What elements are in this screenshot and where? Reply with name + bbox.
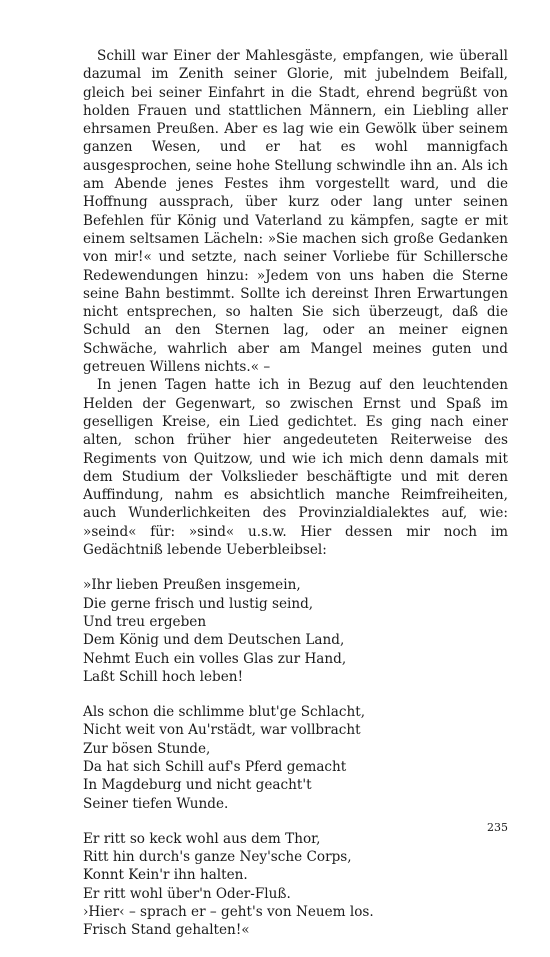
paragraph: In jenen Tagen hatte ich in Bezug auf den leuchtenden Helden der Gegenwart, so zwischen Ernst und Spaß im geselligen Kreise, ein Lied gedichtet. Es ging nach einer alten, schon früher hier angedeuteten Reiterweise des Regiments von Quitzow, und wie ich mich denn damals mit dem Studium der Volkslieder beschäftigte und mit deren Auffindung, nahm es absichtlich manche Reimfreiheiten, auch Wunderlichkeiten des Provinzialdialektes auf, wie: »seind« für: »sind« u.s.w. Hier dessen mir noch im Gedächtniß lebende Ueberbleibsel: [83, 377, 508, 559]
page-number: 235 [487, 821, 508, 834]
verse-line: In Magdeburg und nicht geacht't [83, 777, 312, 794]
stanza [83, 703, 508, 813]
stanza [83, 830, 508, 940]
verse-line: Frisch Stand gehalten!« [83, 922, 250, 939]
prose-section [83, 47, 508, 559]
verse-line: Dem König und dem Deutschen Land, [83, 632, 345, 649]
verse-line: ›Hier‹ – sprach er – geht's von Neuem los. [83, 904, 374, 921]
verse-line: Und treu ergeben [83, 613, 207, 630]
verse-line: Die gerne frisch und lustig seind, [83, 595, 314, 612]
verse-line: Nehmt Euch ein volles Glas zur Hand, [83, 650, 347, 667]
verse-line: Er ritt wohl über'n Oder-Fluß. [83, 885, 291, 902]
page-body [83, 47, 508, 957]
verse-line: Konnt Kein'r ihn halten. [83, 867, 248, 884]
verse-line: Laßt Schill hoch leben! [83, 668, 244, 685]
verse-line: Da hat sich Schill auf's Pferd gemacht [83, 758, 347, 775]
stanza [83, 576, 508, 686]
poem [83, 576, 508, 939]
verse-line: Ritt hin durch's ganze Ney'sche Corps, [83, 849, 352, 866]
verse-line: Nicht weit von Au'rstädt, war vollbracht [83, 722, 361, 739]
verse-line: Er ritt so keck wohl aus dem Thor, [83, 830, 321, 847]
verse-line: »Ihr lieben Preußen insgemein, [83, 577, 301, 594]
verse-line: Seiner tiefen Wunde. [83, 795, 229, 812]
verse-line: Als schon die schlimme blut'ge Schlacht, [83, 704, 366, 721]
verse-line: Zur bösen Stunde, [83, 740, 211, 757]
paragraph: Schill war Einer der Mahlesgäste, empfangen, wie überall dazumal im Zenith seiner Glorie, mit jubelndem Beifall, gleich bei seiner Einfahrt in die Stadt, ehrend begrüßt von holden Frauen und stattlichen Männern, ein Liebling aller ehrsamen Preußen. Aber es lag wie ein Gewölk über seinem ganzen Wesen, und er hat es wohl mannigfach ausgesprochen, seine hohe Stellung schwindle ihn an. Als ich am Abende jenes Festes ihm vorgestellt ward, und die Hoffnung aussprach, über kurz oder lang unter seinen Befehlen für König und Vaterland zu kämpfen, sagte er mit einem seltsamen Lächeln: »Sie machen sich große Gedanken von mir!« und setzte, nach seiner Vorliebe für Schillersche Redewendungen hinzu: »Jedem von uns haben die Sterne seine Bahn bestimmt. Sollte ich dereinst Ihren Erwartungen nicht entsprechen, so halten Sie sich überzeugt, daß die Schuld an den Sternen lag, oder an meiner eignen Schwäche, wahrlich aber am Mangel meines guten und getreuen Willens nichts.« – [83, 48, 508, 376]
